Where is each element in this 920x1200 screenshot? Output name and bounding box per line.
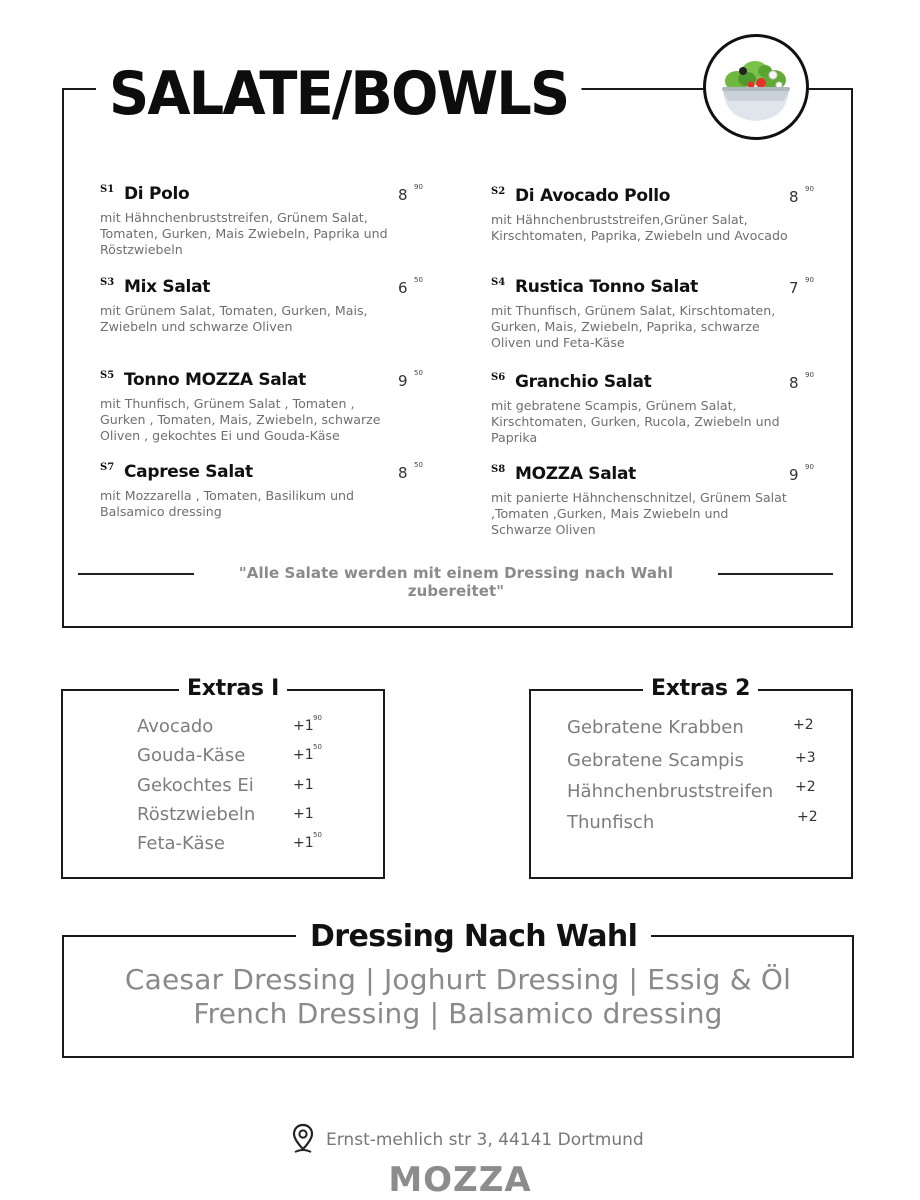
item-price: 8 <box>789 374 799 392</box>
note-divider-right <box>718 573 833 575</box>
item-price: 7 <box>789 279 799 297</box>
extra-item-name: Gekochtes Ei <box>137 775 254 796</box>
item-description: mit Mozzarella , Tomaten, Basilikum und Balsamico dressing <box>100 488 355 519</box>
extra-item-name: Gebratene Scampis <box>567 750 744 771</box>
item-price: 8 <box>398 464 408 482</box>
extra-item <box>567 809 827 836</box>
item-price-cents: 90 <box>805 276 814 284</box>
item-description: mit Thunfisch, Grünem Salat , Tomaten , Gurken , Tomaten, Mais, Zwiebeln, schwarze Oliven , gekochtes Ei und Gouda-Käse <box>100 396 381 443</box>
address-text: Ernst-mehlich str 3, 44141 Dortmund <box>326 1130 644 1150</box>
extra-item <box>137 745 357 769</box>
item-price-cents: 50 <box>414 276 423 284</box>
item-description: mit Thunfisch, Grünem Salat, Kirschtomaten, Gurken, Mais, Zwiebeln, Paprika, schwarze Oliven und Feta-Käse <box>491 303 776 350</box>
extra-item <box>137 775 357 799</box>
extra-item-name: Gebratene Krabben <box>567 717 744 738</box>
item-price: 8 <box>398 186 408 204</box>
extra-item <box>567 750 827 774</box>
item-description: mit Hähnchenbruststreifen,Grüner Salat, Kirschtomaten, Paprika, Zwiebeln und Avocado <box>491 212 788 243</box>
extra-item <box>567 781 827 805</box>
item-code: S4 <box>491 277 506 288</box>
item-description: mit Grünem Salat, Tomaten, Gurken, Mais, Zwiebeln und schwarze Oliven <box>100 303 368 334</box>
extras-1-box <box>61 676 385 879</box>
item-price: 9 <box>398 372 408 390</box>
extra-item <box>567 717 827 741</box>
menu-item-s3 <box>100 276 423 335</box>
extra-item-name: Röstzwiebeln <box>137 804 256 825</box>
dressing-options-line-1: Caesar Dressing | Joghurt Dressing | Essig & Öl <box>124 963 792 996</box>
extras-2-title: Extras 2 <box>643 675 758 703</box>
salads-frame <box>62 88 853 628</box>
extra-item-price: +1 <box>293 777 314 793</box>
extra-item-price-cents: 50 <box>313 743 322 751</box>
extra-item-name: Avocado <box>137 716 214 737</box>
dressing-title: Dressing Nach Wahl <box>296 918 651 956</box>
extra-item-name: Gouda-Käse <box>137 745 246 766</box>
page-title: SALATE/BOWLS <box>96 52 581 136</box>
extra-item-price-cents: 50 <box>313 831 322 839</box>
item-code: S3 <box>100 277 115 288</box>
item-code: S2 <box>491 186 506 197</box>
menu-item-s2 <box>491 185 814 244</box>
extra-item-name: Thunfisch <box>567 812 655 833</box>
menu-item-s5 <box>100 369 423 444</box>
item-name: Di Avocado Pollo <box>515 186 671 206</box>
item-price-cents: 50 <box>414 461 423 469</box>
extras-1-title: Extras I <box>179 675 287 703</box>
extra-item <box>137 833 357 857</box>
salad-bowl-icon <box>717 49 795 127</box>
item-code: S6 <box>491 372 506 383</box>
extra-item-price: +1 <box>293 806 314 822</box>
extra-item <box>137 716 357 740</box>
extra-item-price: +1 <box>293 747 314 763</box>
item-price-cents: 90 <box>805 463 814 471</box>
extra-item-price-cents: 90 <box>313 714 322 722</box>
item-name: MOZZA Salat <box>515 464 636 484</box>
note-divider-left <box>78 573 194 575</box>
location-pin-icon <box>292 1123 314 1155</box>
dressing-options-line-2: French Dressing | Balsamico dressing <box>193 997 723 1030</box>
item-price-cents: 90 <box>414 183 423 191</box>
extra-item-price: +2 <box>793 717 814 733</box>
extra-item-name: Feta-Käse <box>137 833 225 854</box>
extra-item-price: +1 <box>293 835 314 851</box>
item-price-cents: 50 <box>414 369 423 377</box>
item-price: 6 <box>398 279 408 297</box>
item-code: S8 <box>491 464 506 475</box>
extra-item-price: +1 <box>293 718 314 734</box>
dressing-note: "Alle Salate werden mit einem Dressing nach Wahl zubereitet" <box>238 564 674 600</box>
extra-item-price: +2 <box>795 779 816 795</box>
extra-item-name: Hähnchenbruststreifen <box>567 781 774 802</box>
item-price: 8 <box>789 188 799 206</box>
extra-item-price: +3 <box>795 750 816 766</box>
extras-2-box <box>529 676 853 879</box>
item-description: mit panierte Hähnchenschnitzel, Grünem Salat ,Tomaten ,Gurken, Mais Zwiebeln und Schwarze Oliven <box>491 490 787 537</box>
item-name: Di Polo <box>124 184 190 204</box>
item-name: Tonno MOZZA Salat <box>124 370 306 390</box>
menu-item-s1 <box>100 183 423 258</box>
menu-item-s6 <box>491 371 814 446</box>
menu-item-s4 <box>491 276 814 351</box>
salad-bowl-badge <box>703 34 809 140</box>
menu-item-s8 <box>491 463 814 538</box>
item-price-cents: 90 <box>805 185 814 193</box>
item-description: mit gebratene Scampis, Grünem Salat, Kirschtomaten, Gurken, Rucola, Zwiebeln und Paprika <box>491 398 780 445</box>
item-description: mit Hähnchenbruststreifen, Grünem Salat, Tomaten, Gurken, Mais Zwiebeln, Paprika und Röstzwiebeln <box>100 210 388 257</box>
item-code: S7 <box>100 462 115 473</box>
menu-item-s7 <box>100 461 423 520</box>
brand-logo-text: MOZZA <box>388 1160 532 1200</box>
extra-item <box>137 804 357 828</box>
item-price: 9 <box>789 466 799 484</box>
extra-item-price: +2 <box>797 809 818 825</box>
item-price-cents: 90 <box>805 371 814 379</box>
item-name: Rustica Tonno Salat <box>515 277 698 297</box>
item-code: S5 <box>100 370 115 381</box>
item-code: S1 <box>100 184 115 195</box>
item-name: Caprese Salat <box>124 462 253 482</box>
item-name: Granchio Salat <box>515 372 652 392</box>
item-name: Mix Salat <box>124 277 211 297</box>
